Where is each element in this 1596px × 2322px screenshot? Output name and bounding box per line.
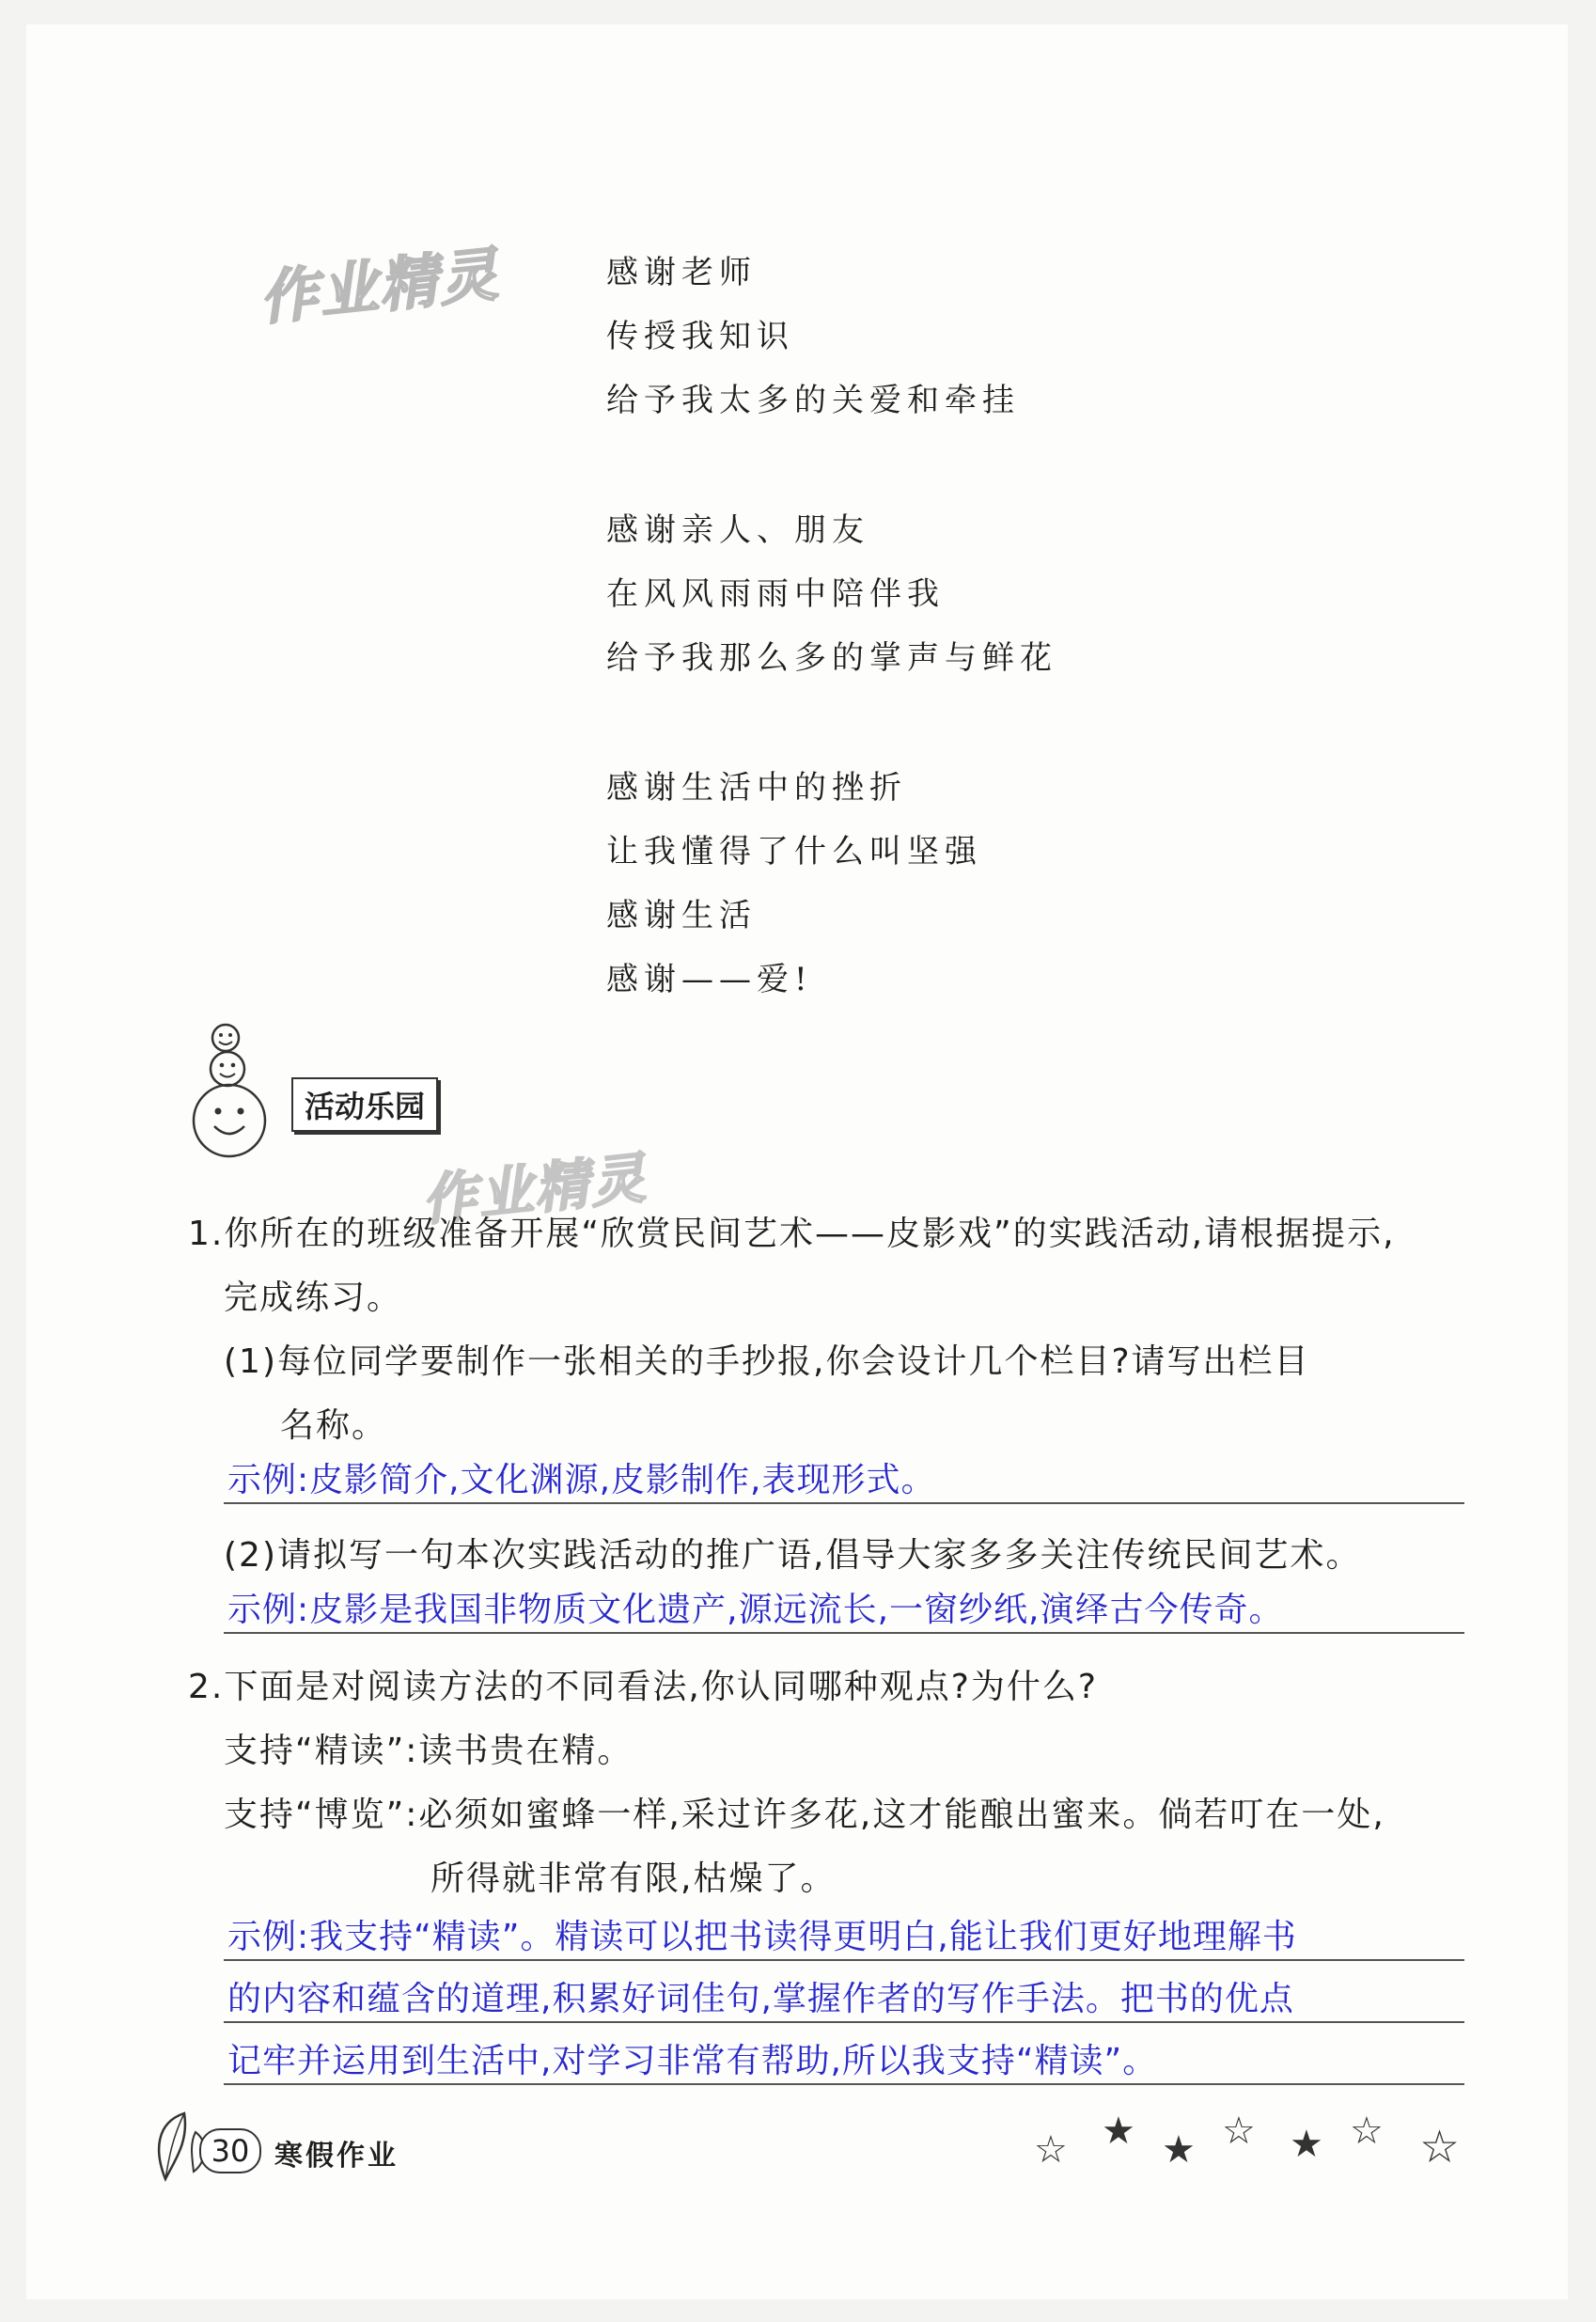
answer-line xyxy=(224,2083,1464,2085)
question-1-sub1: 名称。 xyxy=(280,1406,388,1445)
question-2-view: 支持“博览”:必须如蜜蜂一样,采过许多花,这才能酿出蜜来。倘若叮在一处, xyxy=(224,1796,1385,1834)
star-outline-icon: ☆ xyxy=(1419,2121,1461,2173)
smiley-snowman-icon xyxy=(180,1017,284,1158)
poem-line: 感谢——爱! xyxy=(606,961,813,998)
question-2-view: 支持“精读”:读书贵在精。 xyxy=(224,1732,634,1770)
star-filled-icon: ★ xyxy=(1162,2128,1196,2172)
question-1-text: 完成练习。 xyxy=(224,1279,403,1317)
answer-text: 示例:我支持“精读”。精读可以把书读得更明白,能让我们更好地理解书 xyxy=(227,1918,1297,1956)
star-filled-icon: ★ xyxy=(1290,2123,1323,2166)
star-outline-icon: ☆ xyxy=(1350,2110,1384,2153)
poem-line: 在风风雨雨中陪伴我 xyxy=(606,575,945,613)
section-heading: 活动乐园 xyxy=(291,1077,438,1132)
answer-line xyxy=(224,1632,1464,1634)
poem-line: 给予我那么多的掌声与鲜花 xyxy=(606,639,1057,677)
answer-line xyxy=(224,1502,1464,1504)
watermark: 作业精灵 xyxy=(256,239,503,334)
poem-line: 感谢亲人、朋友 xyxy=(606,511,869,549)
answer-text: 记牢并运用到生活中,对学习非常有帮助,所以我支持“精读”。 xyxy=(227,2042,1158,2080)
poem-line: 感谢老师 xyxy=(606,254,757,291)
poem-line: 让我懂得了什么叫坚强 xyxy=(606,833,982,871)
star-outline-icon: ☆ xyxy=(1222,2110,1256,2153)
page-number: 30 xyxy=(199,2128,261,2173)
question-2-text: 2.下面是对阅读方法的不同看法,你认同哪种观点?为什么? xyxy=(188,1668,1099,1706)
star-filled-icon: ★ xyxy=(1102,2110,1135,2153)
poem-line: 传授我知识 xyxy=(606,318,794,355)
answer-line xyxy=(224,1959,1464,1961)
poem-line: 感谢生活中的挫折 xyxy=(606,769,907,807)
question-2-view: 所得就非常有限,枯燥了。 xyxy=(430,1859,837,1898)
poem-line: 给予我太多的关爱和牵挂 xyxy=(606,382,1020,419)
question-1-text: 1.你所在的班级准备开展“欣赏民间艺术——皮影戏”的实践活动,请根据提示, xyxy=(188,1215,1396,1253)
page xyxy=(26,24,1568,2299)
star-outline-icon: ☆ xyxy=(1034,2128,1068,2172)
watermark: 作业精灵 xyxy=(418,1145,650,1233)
poem-line: 感谢生活 xyxy=(606,897,757,934)
answer-text: 示例:皮影是我国非物质文化遗产,源远流长,一窗纱纸,演绎古今传奇。 xyxy=(227,1591,1284,1629)
question-1-sub1: (1)每位同学要制作一张相关的手抄报,你会设计几个栏目?请写出栏目 xyxy=(224,1342,1310,1381)
answer-text: 的内容和蕴含的道理,积累好词佳句,掌握作者的写作手法。把书的优点 xyxy=(227,1980,1294,2018)
question-1-sub2: (2)请拟写一句本次实践活动的推广语,倡导大家多多关注传统民间艺术。 xyxy=(224,1536,1362,1575)
answer-text: 示例:皮影简介,文化渊源,皮影制作,表现形式。 xyxy=(227,1461,936,1499)
book-title: 寒假作业 xyxy=(274,2140,399,2173)
answer-line xyxy=(224,2021,1464,2023)
